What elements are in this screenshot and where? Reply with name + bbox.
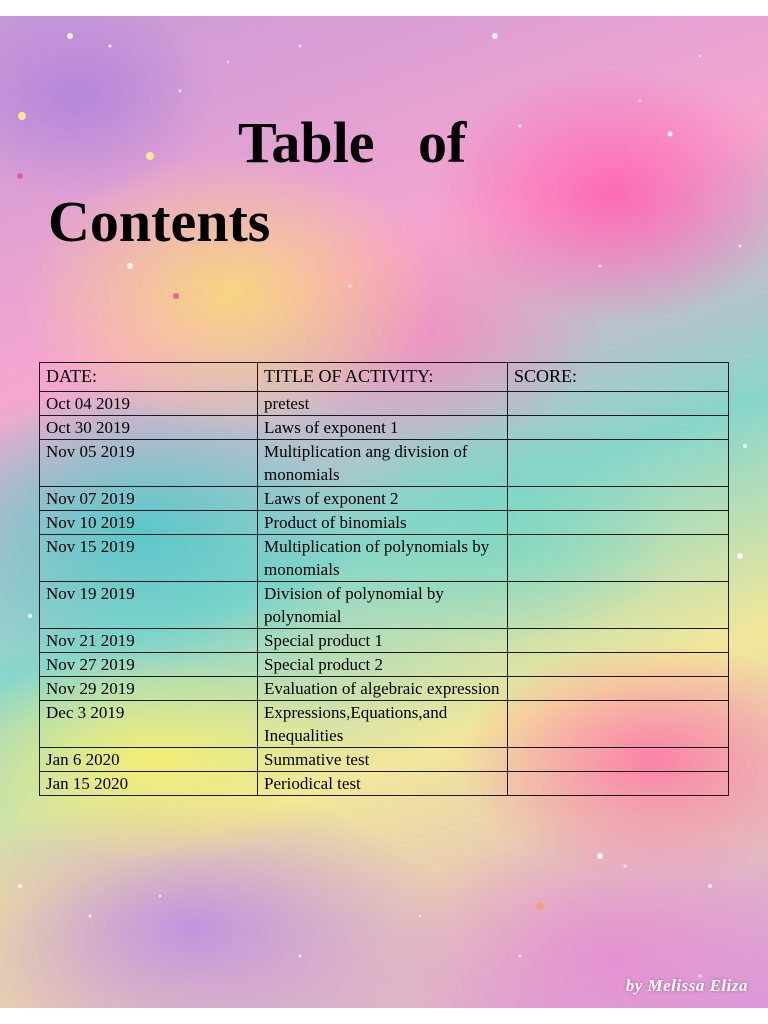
page-title-line-2: Contents [48,189,271,254]
table-row [40,440,729,487]
header-score: SCORE: [508,363,729,392]
table-row [40,772,729,796]
date-cell: Oct 30 2019 [40,416,258,440]
score-cell [508,772,729,796]
date-cell: Nov 05 2019 [40,440,258,487]
score-cell [508,582,729,629]
score-cell [508,440,729,487]
score-cell [508,416,729,440]
activity-title-cell: Special product 1 [258,629,508,653]
table-row [40,392,729,416]
table-row [40,416,729,440]
score-cell [508,748,729,772]
score-cell [508,701,729,748]
date-cell: Nov 29 2019 [40,677,258,701]
score-cell [508,629,729,653]
score-cell [508,392,729,416]
score-cell [508,511,729,535]
date-cell: Nov 19 2019 [40,582,258,629]
table-row [40,582,729,629]
date-cell: Nov 21 2019 [40,629,258,653]
activity-title-cell: Expressions,Equations,and Inequalities [258,701,508,748]
table-row [40,653,729,677]
date-cell: Dec 3 2019 [40,701,258,748]
activity-title-cell: Multiplication ang division of monomials [258,440,508,487]
activity-title-cell: Laws of exponent 2 [258,487,508,511]
table-row [40,629,729,653]
activity-title-cell: Summative test [258,748,508,772]
table-row [40,701,729,748]
score-cell [508,653,729,677]
header-title-of-activity: TITLE OF ACTIVITY: [258,363,508,392]
date-cell: Nov 10 2019 [40,511,258,535]
activity-title-cell: Laws of exponent 1 [258,416,508,440]
page-title-line-1: Table of [238,110,467,175]
activity-title-cell: Special product 2 [258,653,508,677]
score-cell [508,535,729,582]
score-cell [508,677,729,701]
author-credit: by Melissa Eliza [625,976,748,995]
table-row [40,535,729,582]
score-cell [508,487,729,511]
date-cell: Nov 27 2019 [40,653,258,677]
date-cell: Oct 04 2019 [40,392,258,416]
activity-title-cell: Product of binomials [258,511,508,535]
table-row [40,511,729,535]
galaxy-background [0,16,768,1008]
table-row [40,677,729,701]
activity-title-cell: Evaluation of algebraic expression [258,677,508,701]
date-cell: Jan 6 2020 [40,748,258,772]
activity-title-cell: Periodical test [258,772,508,796]
activity-title-cell: Multiplication of polynomials by monomials [258,535,508,582]
activity-title-cell: pretest [258,392,508,416]
date-cell: Jan 15 2020 [40,772,258,796]
date-cell: Nov 07 2019 [40,487,258,511]
table-row [40,748,729,772]
header-date: DATE: [40,363,258,392]
table-header-row [40,363,729,392]
date-cell: Nov 15 2019 [40,535,258,582]
table-row [40,487,729,511]
contents-table [39,362,729,796]
activity-title-cell: Division of polynomial by polynomial [258,582,508,629]
